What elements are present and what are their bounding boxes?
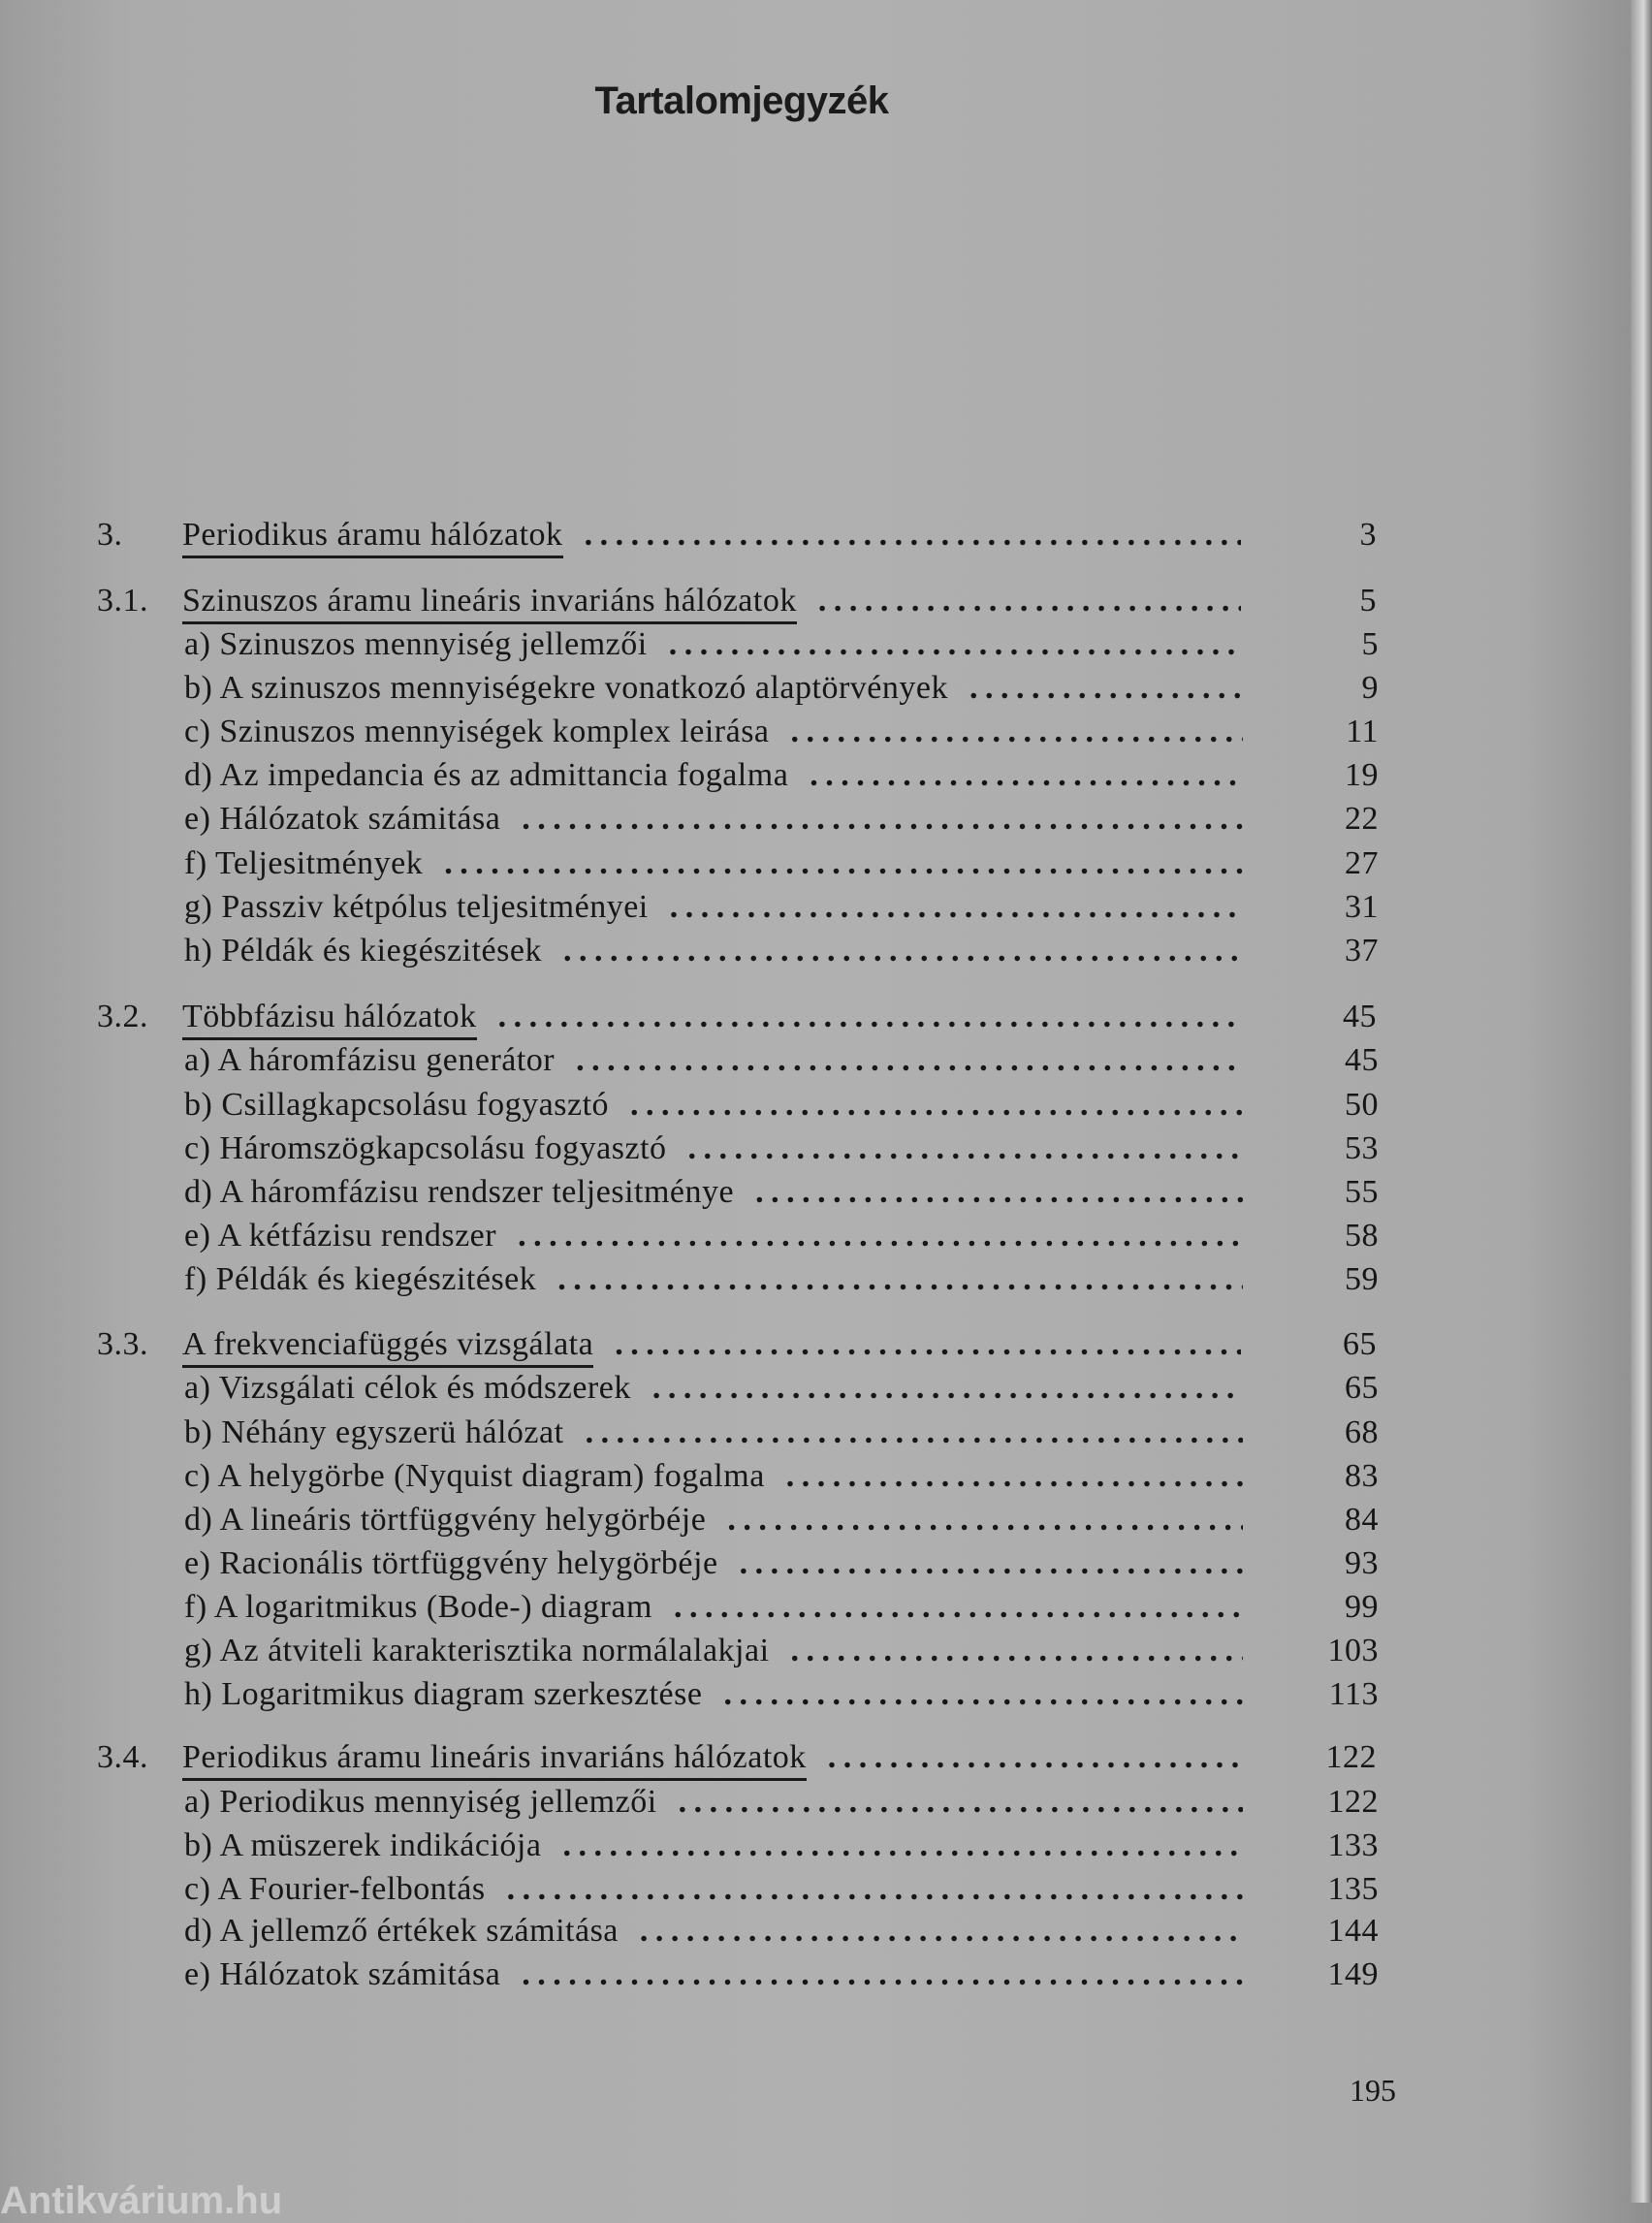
entry-title: g) Passziv kétpólus teljesitményei [184, 889, 649, 925]
entry-title: d) A lineáris törtfüggvény helygörbéje [184, 1502, 707, 1538]
dot-leader [740, 1545, 1243, 1582]
dot-leader [727, 1502, 1243, 1539]
entry-title: f) A logaritmikus (Bode-) diagram [184, 1589, 652, 1625]
dot-leader [669, 626, 1243, 663]
entry-title: d) Az impedancia és az admittancia fogalma [184, 757, 789, 793]
dot-leader [630, 1087, 1243, 1124]
dot-leader [507, 1871, 1243, 1908]
section-number: 3.1. [97, 583, 148, 619]
entry-title: c) Szinuszos mennyiségek komplex leirása [184, 714, 770, 749]
entry-title: b) A müszerek indikációja [184, 1827, 542, 1863]
page-number-ref: 122 [1325, 1739, 1377, 1775]
dot-leader [615, 1326, 1241, 1363]
dot-leader [969, 670, 1243, 707]
page-number-ref: 99 [1345, 1589, 1379, 1625]
entry-title: a) Periodikus mennyiség jellemzői [184, 1784, 657, 1820]
page-number-ref: 84 [1345, 1502, 1379, 1538]
page-number-ref: 65 [1345, 1370, 1379, 1406]
page-number-ref: 19 [1345, 757, 1379, 793]
toc-subsection-entry [99, 1174, 1379, 1218]
entry-title: A frekvenciafüggés vizsgálata [182, 1326, 593, 1368]
toc-subsection-entry [99, 1956, 1379, 2000]
page-number-ref: 93 [1345, 1545, 1379, 1581]
entry-title: Többfázisu hálózatok [182, 999, 477, 1040]
toc-subsection-entry [99, 845, 1379, 889]
dot-leader [674, 1589, 1243, 1626]
dot-leader [522, 801, 1243, 838]
page-number-ref: 144 [1327, 1913, 1379, 1949]
dot-leader [586, 1414, 1243, 1451]
dot-leader [810, 757, 1243, 794]
toc-subsection-entry [99, 801, 1379, 844]
page-number-ref: 58 [1345, 1218, 1379, 1254]
toc-subsection-entry [99, 1414, 1379, 1458]
toc-subsection-entry [99, 1130, 1379, 1174]
entry-title: h) Logaritmikus diagram szerkesztése [184, 1676, 703, 1712]
toc-subsection-entry [99, 1087, 1379, 1130]
entry-title: e) A kétfázisu rendszer [184, 1218, 497, 1254]
dot-leader [518, 1218, 1243, 1254]
dot-leader [444, 845, 1243, 882]
page-number-ref: 113 [1328, 1676, 1379, 1712]
toc-subsection-entry [99, 1871, 1379, 1915]
entry-title: d) A jellemző értékek számitása [184, 1913, 619, 1949]
section-number: 3.3. [97, 1326, 148, 1362]
page-number-ref: 68 [1345, 1414, 1379, 1450]
page-number-ref: 37 [1345, 933, 1379, 969]
toc-subsection-entry [99, 1676, 1379, 1720]
toc-subsection-entry [99, 1042, 1379, 1086]
dot-leader [498, 999, 1241, 1035]
toc-section-entry [97, 1739, 1377, 1783]
dot-leader [755, 1174, 1243, 1211]
toc-subsection-entry [99, 1589, 1379, 1633]
toc-subsection-entry [99, 1827, 1379, 1871]
toc-subsection-entry [99, 1261, 1379, 1305]
page-title: Tartalomjegyzék [594, 79, 889, 122]
toc-section-entry [97, 583, 1377, 626]
dot-leader [576, 1042, 1243, 1079]
dot-leader [791, 1633, 1243, 1669]
toc-subsection-entry [99, 1633, 1379, 1676]
entry-title: c) A Fourier-felbontás [184, 1871, 486, 1907]
dot-leader [786, 1458, 1243, 1495]
dot-leader [670, 889, 1243, 926]
entry-title: Szinuszos áramu lineáris invariáns hálózatok [182, 583, 797, 624]
entry-title: e) Hálózatok számitása [184, 1956, 501, 1992]
page-number-ref: 11 [1346, 714, 1379, 749]
entry-title: b) Csillagkapcsolásu fogyasztó [184, 1087, 610, 1123]
page-number-ref: 135 [1327, 1871, 1379, 1907]
page-number-ref: 65 [1343, 1326, 1377, 1362]
entry-title: d) A háromfázisu rendszer teljesitménye [184, 1174, 735, 1210]
entry-title: e) Hálózatok számitása [184, 801, 501, 837]
dot-leader [557, 1261, 1243, 1298]
toc-subsection-entry [99, 933, 1379, 976]
toc-subsection-entry [99, 714, 1379, 757]
toc-section-entry [97, 1326, 1377, 1370]
dot-leader [723, 1676, 1243, 1713]
page-number-ref: 3 [1359, 517, 1377, 553]
page-number: 195 [1350, 2073, 1396, 2108]
toc-subsection-entry [99, 1502, 1379, 1545]
section-number: 3.2. [97, 999, 148, 1034]
entry-title: a) Szinuszos mennyiség jellemzői [184, 626, 648, 662]
entry-title: b) Néhány egyszerü hálózat [184, 1414, 564, 1450]
page-number-ref: 83 [1345, 1458, 1379, 1494]
entry-title: a) A háromfázisu generátor [184, 1042, 556, 1078]
toc-section-entry [97, 517, 1377, 560]
toc-subsection-entry [99, 626, 1379, 670]
toc-subsection-entry [99, 757, 1379, 801]
page-number-ref: 50 [1345, 1087, 1379, 1123]
toc-subsection-entry [99, 670, 1379, 714]
page-number-ref: 55 [1345, 1174, 1379, 1210]
page-number-ref: 103 [1327, 1633, 1379, 1668]
entry-title: b) A szinuszos mennyiségekre vonatkozó alaptörvények [184, 670, 948, 706]
dot-leader [791, 714, 1243, 750]
watermark: Antikvárium.hu [0, 2179, 283, 2222]
toc-subsection-entry [99, 1370, 1379, 1413]
entry-title: f) Példák és kiegészitések [184, 1261, 537, 1297]
page-number-ref: 5 [1361, 626, 1379, 662]
dot-leader [562, 1827, 1243, 1864]
page-number-ref: 5 [1359, 583, 1377, 619]
entry-title: Periodikus áramu hálózatok [182, 517, 563, 558]
page-number-ref: 45 [1343, 999, 1377, 1034]
entry-title: e) Racionális törtfüggvény helygörbéje [184, 1545, 718, 1581]
dot-leader [818, 583, 1241, 619]
entry-title: c) A helygörbe (Nyquist diagram) fogalma [184, 1458, 765, 1494]
section-number: 3.4. [97, 1739, 148, 1775]
toc-subsection-entry [99, 1545, 1379, 1589]
dot-leader [640, 1913, 1243, 1950]
entry-title: f) Teljesitmények [184, 845, 424, 881]
entry-title: a) Vizsgálati célok és módszerek [184, 1370, 631, 1406]
page-number-ref: 59 [1345, 1261, 1379, 1297]
dot-leader [679, 1784, 1243, 1821]
page-number-ref: 133 [1327, 1827, 1379, 1863]
entry-title: Periodikus áramu lineáris invariáns hálózatok [182, 1739, 807, 1781]
page-number-ref: 149 [1327, 1956, 1379, 1992]
toc-subsection-entry [99, 889, 1379, 933]
page-number-ref: 22 [1345, 801, 1379, 837]
toc-subsection-entry [99, 1458, 1379, 1502]
page-number-ref: 27 [1345, 845, 1379, 881]
dot-leader [652, 1370, 1243, 1407]
dot-leader [585, 517, 1241, 554]
page-number-ref: 122 [1327, 1784, 1379, 1820]
toc-section-entry [97, 999, 1377, 1042]
page-number-ref: 53 [1345, 1130, 1379, 1166]
book-spine-edge [1631, 0, 1652, 2203]
page-number-ref: 31 [1345, 889, 1379, 925]
toc-subsection-entry [99, 1218, 1379, 1261]
page-number-ref: 9 [1361, 670, 1379, 706]
page-number-ref: 45 [1345, 1042, 1379, 1078]
entry-title: h) Példák és kiegészitések [184, 933, 542, 969]
toc-subsection-entry [99, 1784, 1379, 1827]
dot-leader [563, 933, 1243, 969]
dot-leader [828, 1739, 1241, 1776]
dot-leader [522, 1956, 1243, 1993]
dot-leader [688, 1130, 1243, 1167]
entry-title: c) Háromszögkapcsolásu fogyasztó [184, 1130, 667, 1166]
section-number: 3. [97, 517, 123, 553]
toc-subsection-entry [99, 1913, 1379, 1956]
entry-title: g) Az átviteli karakterisztika normálalakjai [184, 1633, 770, 1668]
